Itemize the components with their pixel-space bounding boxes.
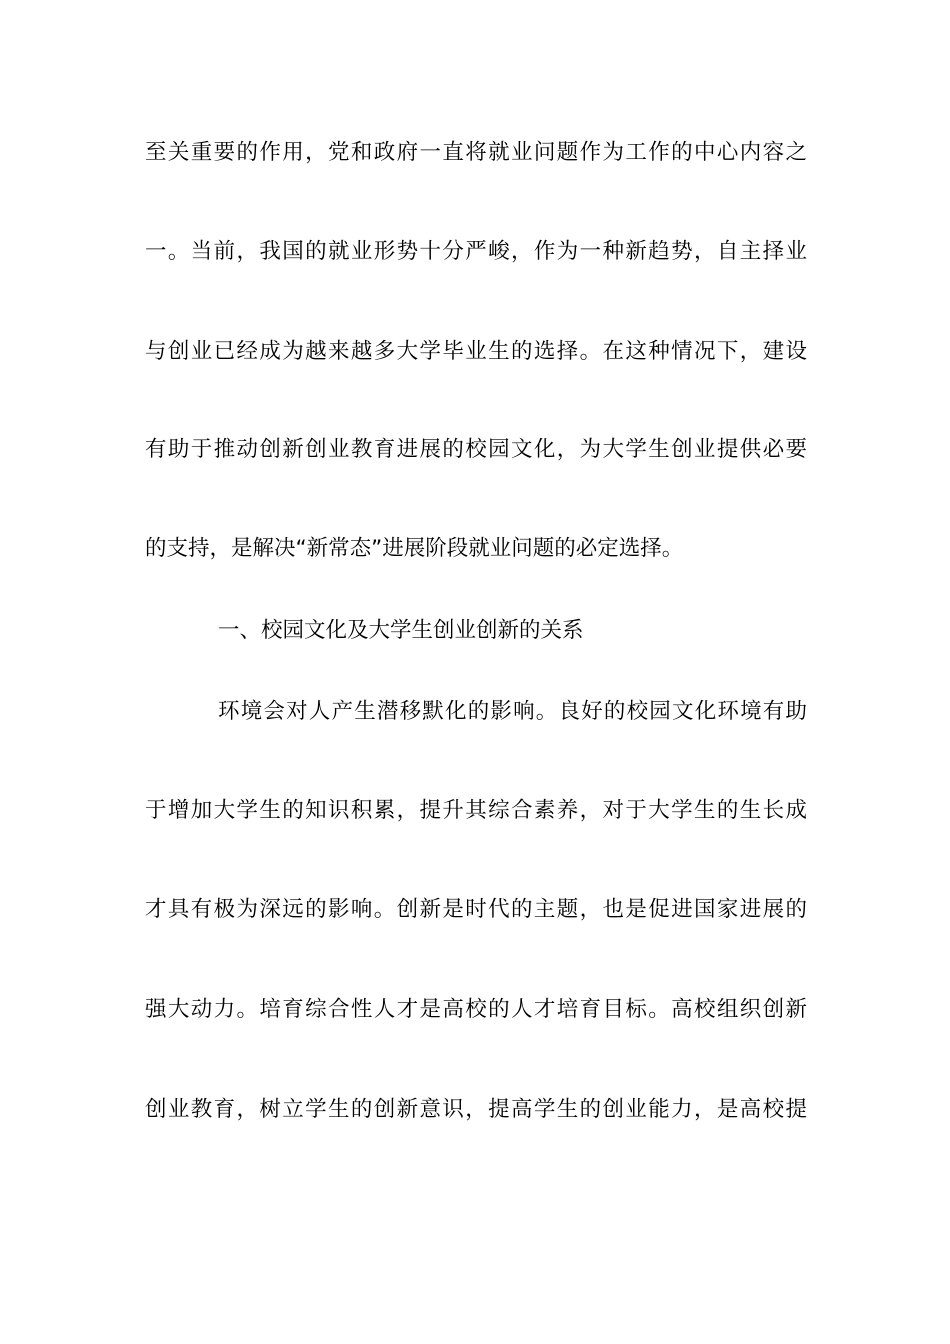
paragraph-2-line-4: 强大动力。培育综合性人才是高校的人才培育目标。高校组织创新 (145, 997, 807, 1022)
paragraph-1-line-4: 有助于推动创新创业教育进展的校园文化，为大学生创业提供必要 (145, 437, 807, 462)
paragraph-2-line-1: 环境会对人产生潜移默化的影响。良好的校园文化环境有助 (218, 699, 807, 724)
paragraph-1-line-5: 的支持，是解决“新常态”进展阶段就业问题的必定选择。 (145, 536, 684, 561)
paragraph-1-line-3: 与创业已经成为越来越多大学毕业生的选择。在这种情况下，建设 (145, 339, 807, 364)
paragraph-2-line-3: 才具有极为深远的影响。创新是时代的主题，也是促进国家进展的 (145, 897, 807, 922)
paragraph-2-line-2: 于增加大学生的知识积累，提升其综合素养，对于大学生的生长成 (145, 798, 807, 823)
paragraph-1-line-1: 至关重要的作用，党和政府一直将就业问题作为工作的中心内容之 (145, 140, 807, 165)
paragraph-2-line-5: 创业教育，树立学生的创新意识，提高学生的创业能力，是高校提 (145, 1097, 807, 1122)
section-heading: 一、校园文化及大学生创业创新的关系 (218, 618, 584, 643)
paragraph-1-line-2: 一。当前，我国的就业形势十分严峻，作为一种新趋势，自主择业 (145, 239, 807, 264)
